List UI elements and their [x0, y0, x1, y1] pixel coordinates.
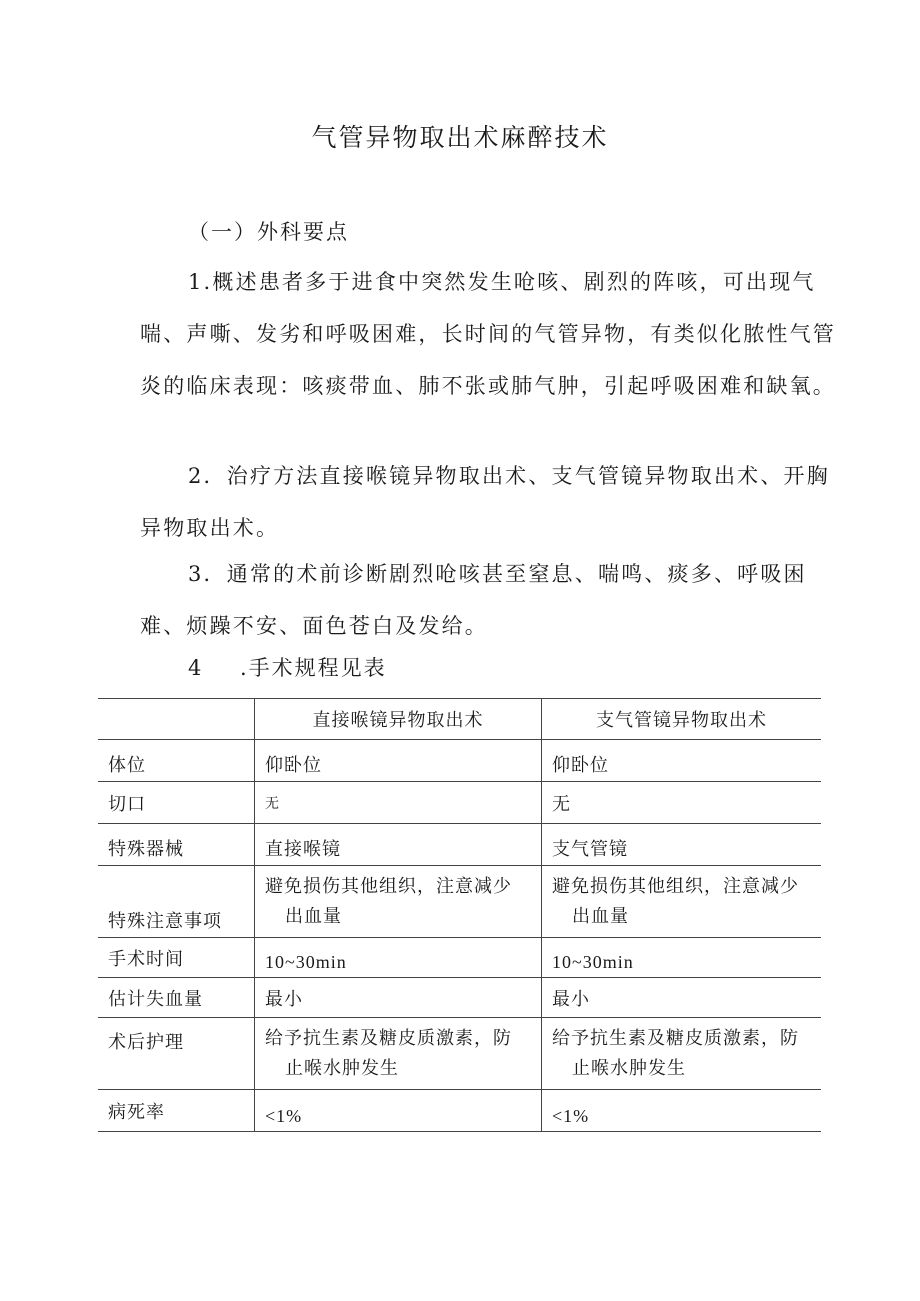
section-heading: （一）外科要点	[188, 220, 349, 244]
cell-direct: 直接喉镜	[255, 824, 542, 866]
cell-line: 避免损伤其他组织，注意减少	[552, 875, 799, 897]
document-title: 气管异物取出术麻醉技术	[311, 123, 609, 152]
cell-line: 止喉水肿发生	[572, 1057, 686, 1079]
procedure-table	[98, 698, 821, 1132]
row-label: 估计失血量	[98, 978, 255, 1018]
cell-bronch: 支气管镜	[542, 824, 822, 866]
table-row	[98, 978, 821, 1018]
header-bronchoscope: 支气管镜异物取出术	[542, 699, 822, 740]
table-row	[98, 938, 821, 978]
cell-bronch	[542, 866, 822, 938]
cell-bronch: 10~30min	[542, 938, 822, 978]
paragraph-diagnosis: 3．通常的术前诊断剧烈呛咳甚至窒息、喘鸣、痰多、呼吸困难、烦躁不安、面色苍白及发给。	[140, 562, 807, 638]
table-row	[98, 1018, 821, 1090]
cell-direct: 10~30min	[255, 938, 542, 978]
table-row	[98, 782, 821, 824]
cell-direct	[255, 1018, 542, 1090]
row-label: 手术时间	[98, 938, 255, 978]
cell-direct: 仰卧位	[255, 740, 542, 782]
cell-bronch: 无	[542, 782, 822, 824]
table-row	[98, 866, 821, 938]
row-label: 特殊注意事项	[98, 866, 255, 938]
cell-direct: 最小	[255, 978, 542, 1018]
table-row	[98, 1090, 821, 1132]
table-caption-text: .手术规程见表	[240, 656, 387, 680]
table-header-row	[98, 699, 821, 740]
cell-bronch: 最小	[542, 978, 822, 1018]
cell-direct	[255, 866, 542, 938]
cell-bronch: <1%	[542, 1090, 822, 1132]
cell-line: 避免损伤其他组织，注意减少	[265, 875, 512, 897]
cell-bronch: 仰卧位	[542, 740, 822, 782]
cell-direct: 无	[255, 782, 542, 824]
row-label: 术后护理	[98, 1018, 255, 1090]
row-label: 特殊器械	[98, 824, 255, 866]
paragraph-treatment: 2．治疗方法直接喉镜异物取出术、支气管镜异物取出术、开胸异物取出术。	[140, 464, 830, 540]
cell-line: 出血量	[572, 905, 629, 927]
cell-bronch	[542, 1018, 822, 1090]
row-label: 切口	[98, 782, 255, 824]
table-caption-number: 4	[188, 656, 204, 680]
cell-line: 给予抗生素及糖皮质激素，防	[552, 1027, 799, 1049]
header-direct-laryngoscope: 直接喉镜异物取出术	[255, 699, 542, 740]
row-label: 病死率	[98, 1090, 255, 1132]
header-blank	[98, 699, 255, 740]
cell-line: 给予抗生素及糖皮质激素，防	[265, 1027, 512, 1049]
table-caption	[188, 652, 387, 682]
cell-line: 出血量	[285, 905, 342, 927]
table-row	[98, 740, 821, 782]
cell-direct: <1%	[255, 1090, 542, 1132]
cell-line: 止喉水肿发生	[285, 1057, 399, 1079]
table-row	[98, 824, 821, 866]
row-label: 体位	[98, 740, 255, 782]
paragraph-overview: 1.概述患者多于进食中突然发生呛咳、剧烈的阵咳，可出现气喘、声嘶、发劣和呼吸困难，长时间的气管异物，有类似化脓性气管炎的临床表现：咳痰带血、肺不张或肺气肿，引起呼吸困难和缺氧。	[140, 270, 836, 398]
